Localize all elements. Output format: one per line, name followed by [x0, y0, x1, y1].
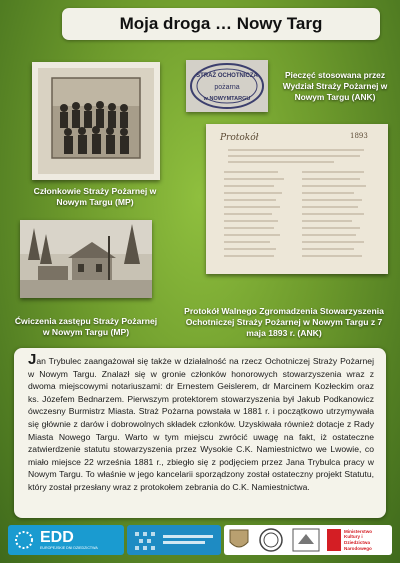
page-title: Moja droga … Nowy Targ — [119, 14, 323, 33]
stamp-text-top: STRAŻ OCHOTNICZA — [196, 73, 258, 79]
edd-logo — [8, 525, 124, 555]
caption-firefighters-group: Członkowie Straży Pożarnej w Nowym Targu (MP) — [33, 186, 157, 207]
photo-exercises — [20, 220, 152, 298]
photo-protocol — [206, 124, 388, 274]
body-text-panel — [14, 348, 386, 518]
body-text: Jan Trybulec zaangażował się także w działalność na rzecz Ochotniczej Straży Pożarnej w Nowym Targu. Znalazł się w gronie członków honorowych stowarzyszenia wraz z dwoma miejscowymi notariuszami: dr Ernestem Geislerem, dr Marcinem Kozłeckim oraz ks. Józefem Bednarzem. Pierwszym protektorem stowarzyszenia był Jakub Podkanowicz ówczesny Burmistrz Miasta. Straż Pożarna powstała w 1881 r. i początkowo utrzymywała się głównie z darów i dobrowolnych składek członków. Uzyskiwała również dotacje z Rady Miasta Nowego Targu. Warto w tym miejscu zwrócić uwagę na fakt, iż ostateczne zatwierdzenie statutu stowarzyszenia przez Wysokie C.K. Namiestnictwo we Lwowie, co miało miejsce 22 września 1881 r., zbiegło się z podjęciem przez Jana Trybulca pracy w Nowym Targu. To właśnie w jego kancelarii sporządzony został ostateczny projekt Statutu, który został przesłany wraz z protokołem zebrania do C.K. Namiestnictwa. — [28, 351, 374, 492]
stamp-text-middle: pożarna — [214, 84, 240, 91]
caption-stamp: Pieczęć stosowana przez Wydział Straży Pożarnej w Nowym Targu (ANK) — [282, 70, 388, 102]
title-bar — [62, 8, 380, 40]
crest-icon — [228, 528, 250, 552]
protocol-year: 1893 — [350, 132, 368, 140]
photo-stamp — [186, 60, 268, 112]
protocol-document-image — [214, 130, 380, 268]
photo-firefighters-group — [32, 62, 160, 180]
footer-logos — [8, 522, 392, 558]
partner-logos — [224, 525, 392, 555]
ministry-flag-icon — [327, 529, 341, 551]
exercises-image — [20, 220, 152, 298]
stamp-text-bottom: w NOWYMTARGU — [203, 96, 251, 102]
caption-exercises: Ćwiczenia zastępu Straży Pożarnej w Nowym Targu (MP) — [14, 316, 158, 337]
edd-subtitle: EUROPEJSKIE DNI DZIEDZICTWA — [40, 545, 98, 550]
archive-seal-icon — [257, 528, 285, 552]
caption-protocol: Protokół Walnego Zgromadzenia Stowarzyszenia Ochotniczej Straży Pożarnej w Nowym Targu z 7 maja 1893 r. (ANK) — [184, 306, 384, 338]
protocol-heading: Protokół — [220, 133, 259, 143]
museum-logo-icon — [292, 528, 320, 552]
edd-star-icon — [14, 530, 34, 550]
firefighters-group-image — [38, 68, 154, 174]
stamp-seal-image — [186, 60, 268, 112]
regional-pattern-icon — [129, 527, 219, 553]
edd-label: EDD — [40, 528, 74, 546]
regional-logo — [127, 525, 221, 555]
ministry-label: Ministerstwo Kultury i Dziedzictwa Narodowego — [344, 528, 373, 551]
